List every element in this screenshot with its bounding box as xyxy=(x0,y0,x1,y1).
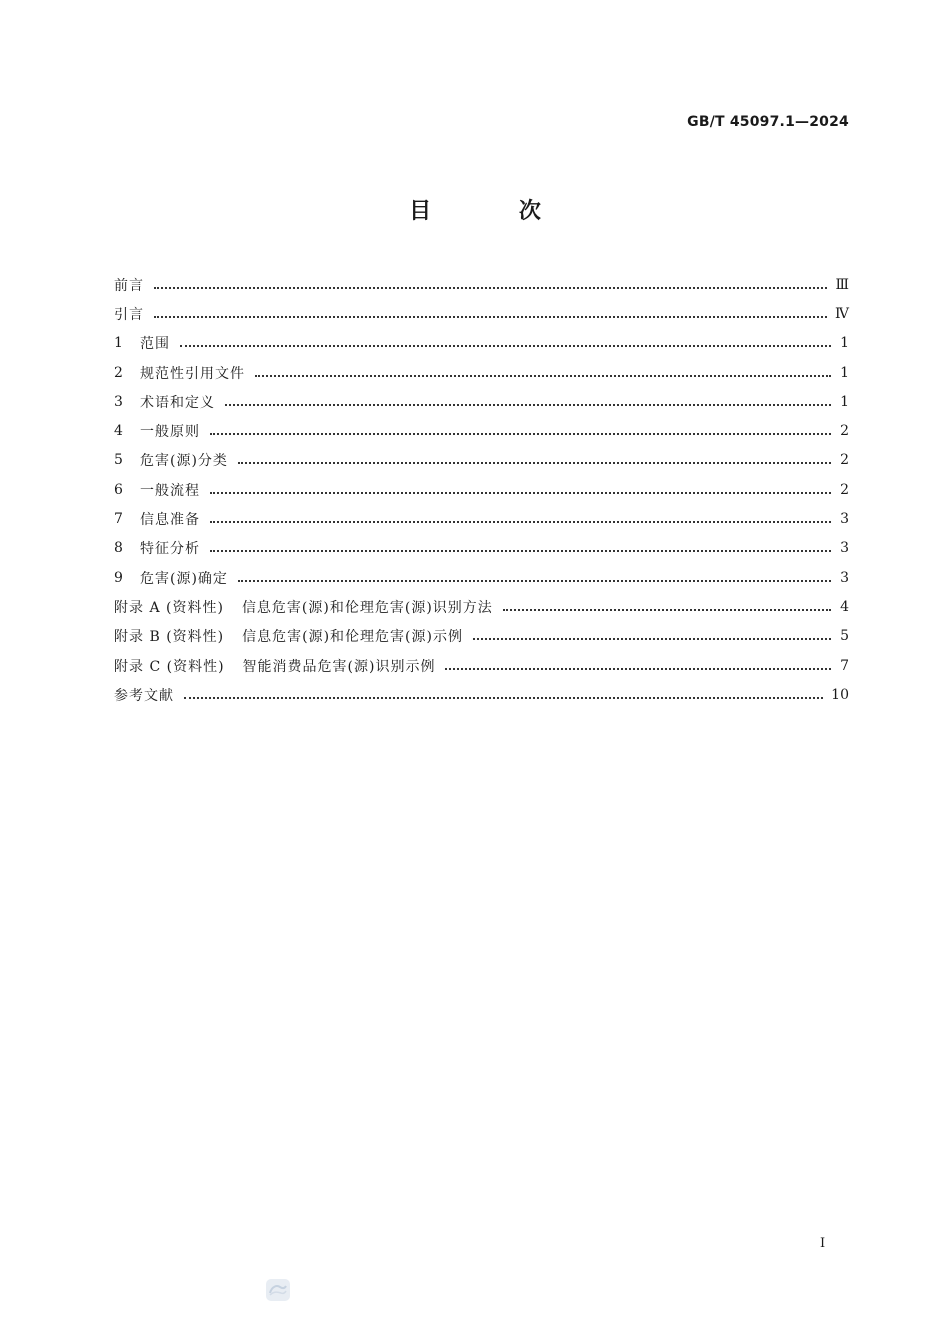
toc-entry-general-process[interactable] xyxy=(114,475,849,504)
toc-entry-page: 4 xyxy=(840,598,849,615)
toc-entry-number: 7 xyxy=(114,511,123,528)
toc-entry-label: 特征分析 xyxy=(140,541,200,558)
leader-dots xyxy=(210,433,831,435)
toc-entry-foreword[interactable] xyxy=(114,270,849,299)
toc-entry-subtitle: 智能消费品危害(源)识别示例 xyxy=(242,658,436,675)
toc-entry-bibliography[interactable] xyxy=(114,680,849,709)
toc-entry-hazard-determination[interactable] xyxy=(114,563,849,592)
watermark-logo-icon xyxy=(266,1279,290,1301)
toc-entry-annex-b[interactable] xyxy=(114,622,849,651)
toc-entry-number: 9 xyxy=(114,569,123,586)
toc-entry-subtitle: 信息危害(源)和伦理危害(源)示例 xyxy=(242,629,463,646)
leader-dots xyxy=(238,462,831,464)
toc-entry-label: 参考文献 xyxy=(114,687,174,704)
leader-dots xyxy=(210,550,831,552)
toc-entry-label: 术语和定义 xyxy=(140,394,215,411)
toc-entry-page: Ⅳ xyxy=(835,305,849,322)
standard-number: GB/T 45097.1—2024 xyxy=(687,114,849,130)
toc-entry-label: 附录 B (资料性) xyxy=(114,629,225,646)
toc-entry-label: 危害(源)分类 xyxy=(140,453,228,470)
toc-entry-label: 规范性引用文件 xyxy=(140,365,245,382)
toc-entry-label: 信息准备 xyxy=(140,512,200,529)
toc-entry-label: 附录 A (资料性) xyxy=(114,599,224,616)
leader-dots xyxy=(225,404,831,406)
toc-entry-page: 3 xyxy=(840,511,849,528)
toc-entry-label: 前言 xyxy=(114,277,144,294)
toc-entry-number: 6 xyxy=(114,481,123,498)
toc-entry-scope[interactable] xyxy=(114,329,849,358)
toc-entry-introduction[interactable] xyxy=(114,299,849,328)
page-title: 目 次 xyxy=(409,199,581,224)
toc-entry-number: 5 xyxy=(114,452,123,469)
toc-entry-page: 5 xyxy=(840,628,849,645)
toc-entry-label: 附录 C (资料性) xyxy=(114,658,225,675)
page-number: I xyxy=(820,1236,826,1251)
toc-entry-page: 2 xyxy=(840,452,849,469)
toc-entry-hazard-classification[interactable] xyxy=(114,446,849,475)
toc-entry-subtitle: 信息危害(源)和伦理危害(源)识别方法 xyxy=(241,599,493,616)
toc-entry-label: 范围 xyxy=(140,336,170,353)
toc-entry-page: Ⅲ xyxy=(835,276,849,293)
toc-entry-page: 1 xyxy=(840,335,849,352)
toc-entry-label: 危害(源)确定 xyxy=(140,570,228,587)
toc-entry-number: 4 xyxy=(114,423,123,440)
toc-entry-normative-references[interactable] xyxy=(114,358,849,387)
logo-mark-icon xyxy=(268,1283,288,1297)
leader-dots xyxy=(255,375,831,377)
toc-entry-page: 1 xyxy=(840,364,849,381)
leader-dots xyxy=(210,521,831,523)
leader-dots xyxy=(184,697,823,699)
leader-dots xyxy=(238,580,831,582)
leader-dots xyxy=(503,609,831,611)
toc-entry-annex-a[interactable] xyxy=(114,592,849,621)
leader-dots xyxy=(180,345,831,347)
toc-entry-feature-analysis[interactable] xyxy=(114,534,849,563)
toc-entry-general-principles[interactable] xyxy=(114,416,849,445)
toc-entry-label: 一般原则 xyxy=(140,424,200,441)
toc-entry-annex-c[interactable] xyxy=(114,651,849,680)
toc-entry-page: 1 xyxy=(840,393,849,410)
toc-entry-page: 10 xyxy=(831,686,849,703)
toc-entry-information-preparation[interactable] xyxy=(114,504,849,533)
leader-dots xyxy=(445,668,831,670)
toc-entry-number: 8 xyxy=(114,540,123,557)
leader-dots xyxy=(210,492,831,494)
leader-dots xyxy=(154,287,827,289)
leader-dots xyxy=(154,316,827,318)
toc-entry-label: 一般流程 xyxy=(140,482,200,499)
toc-entry-page: 2 xyxy=(840,481,849,498)
toc-entry-page: 3 xyxy=(840,540,849,557)
toc-entry-number: 1 xyxy=(114,335,123,352)
toc-entry-page: 2 xyxy=(840,423,849,440)
table-of-contents xyxy=(114,270,849,709)
toc-entry-number: 2 xyxy=(114,364,123,381)
toc-entry-terms-definitions[interactable] xyxy=(114,387,849,416)
toc-entry-label: 引言 xyxy=(114,306,144,323)
toc-entry-page: 3 xyxy=(840,569,849,586)
leader-dots xyxy=(473,638,831,640)
toc-entry-page: 7 xyxy=(840,657,849,674)
toc-entry-number: 3 xyxy=(114,393,123,410)
